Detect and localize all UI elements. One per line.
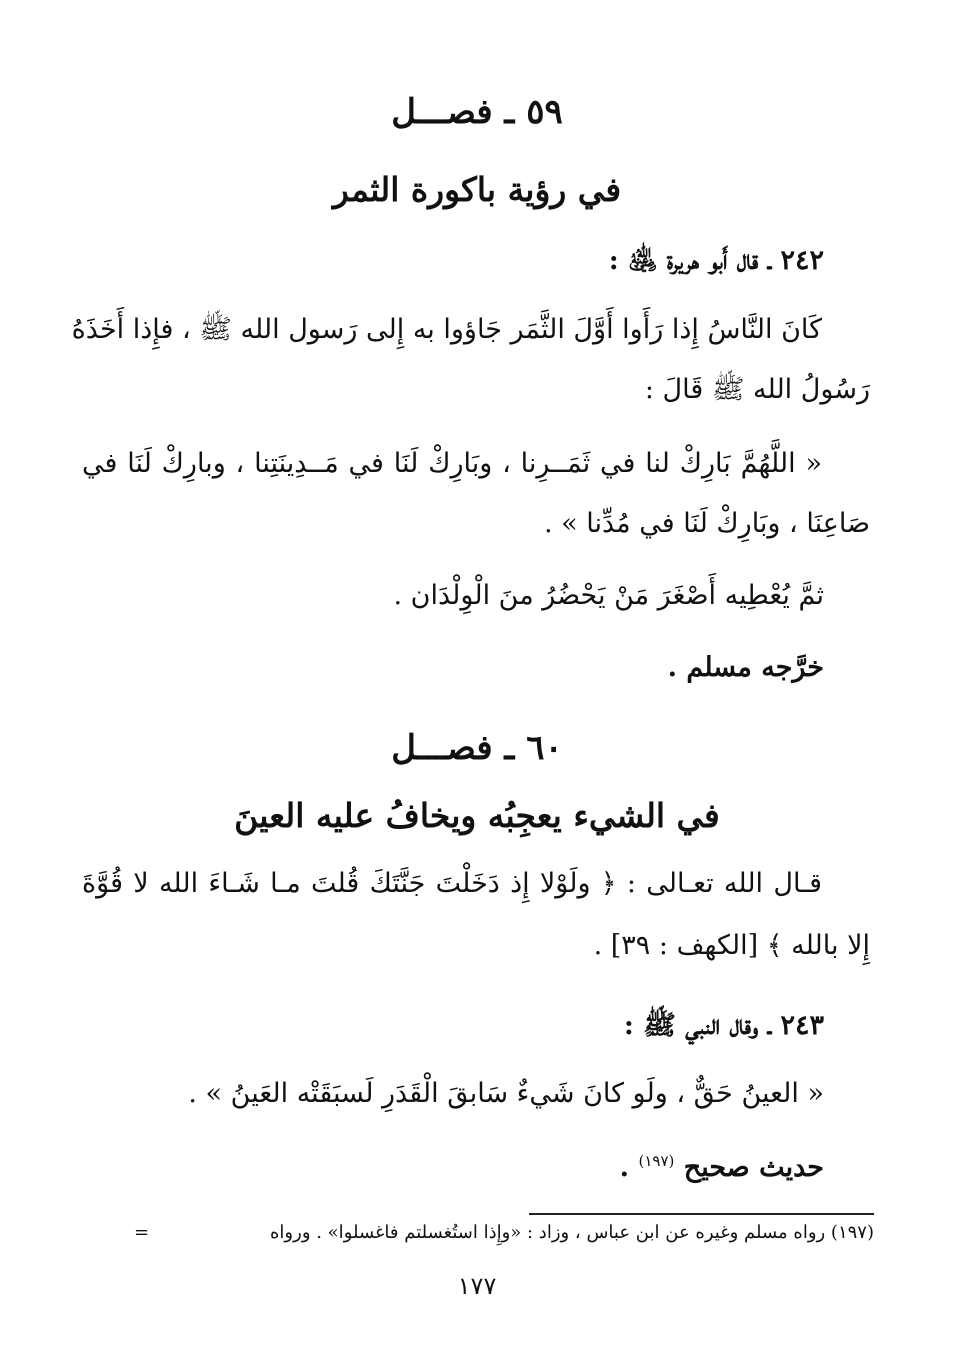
hadith-243-text: « العينُ حَقٌّ ، ولَو كانَ شَيءٌ سَابقَ الْقَدَرِ لَسبَقَتْه العَينُ » . — [188, 1078, 824, 1109]
footnote-text: (١٩٧) رواه مسلم وغيره عن ابن عباس ، وزاد : «وإِذا استُغسلتم فاغسلوا» . ورواه — [270, 1222, 874, 1243]
section-59-subtitle: في رؤية باكورة الثمر — [332, 170, 622, 209]
grade-end: . — [619, 1152, 630, 1183]
hadith-242-intro: ٢٤٢ ـ قال أَبو هريرة ﵁ : — [608, 245, 824, 276]
section-60-title: ٦٠ ـ فصـــل — [391, 728, 563, 768]
section-60-subtitle: في الشيء يعجِبُه ويخافُ عليه العينَ — [234, 796, 720, 835]
dua-line-2: صَاعِنَا ، وبَارِكْ لَنَا في مُدِّنا » . — [544, 508, 870, 539]
footnote — [134, 1222, 874, 1243]
hadith-243-intro: ٢٤٣ ـ وقال النبي ﷺ : — [623, 1010, 824, 1041]
footnote-divider — [529, 1213, 874, 1215]
section-59-title: ٥٩ ـ فصـــل — [391, 92, 563, 132]
page-number: ١٧٧ — [457, 1272, 497, 1300]
quran-line-1: قـال الله تعـالى : ﴿ ولَوْلا إِذ دَخَلْتَ جَنَّتَكَ قُلتَ مـا شَـاءَ الله لا قُوَّةَ — [82, 868, 822, 899]
dua-line-1: « اللَّهُمَّ بَارِكْ لنا في ثَمَــرِنا ، وبَارِكْ لَنَا في مَــدِينَتِنا ، وبارِكْ لَنَا في — [82, 448, 822, 479]
footnote-reference: (١٩٧) — [638, 1152, 675, 1170]
hadith-243-grade-line — [84, 1152, 824, 1183]
hadith-242-source: خرَّجه مسلم . — [667, 652, 824, 683]
hadith-242-text-line-1: كَانَ النَّاسُ إِذا رَأَوا أَوَّلَ الثَّمَر جَاؤوا به إِلى رَسول الله ﷺ ، فإِذا أَخَذَهُ — [71, 314, 822, 345]
hadith-grade: حديث صحيح — [683, 1152, 824, 1183]
quran-line-2: إِلا بالله ﴾ [الكهف : ٣٩] . — [593, 930, 870, 961]
hadith-242-text-line-2: رَسُولُ الله ﷺ قَالَ : — [644, 374, 870, 405]
hadith-242-after: ثمَّ يُعْطِيه أَصْغَرَ مَنْ يَحْضُرُ منَ الْوِلْدَان . — [393, 580, 824, 611]
footnote-continuation-mark: = — [134, 1222, 150, 1243]
